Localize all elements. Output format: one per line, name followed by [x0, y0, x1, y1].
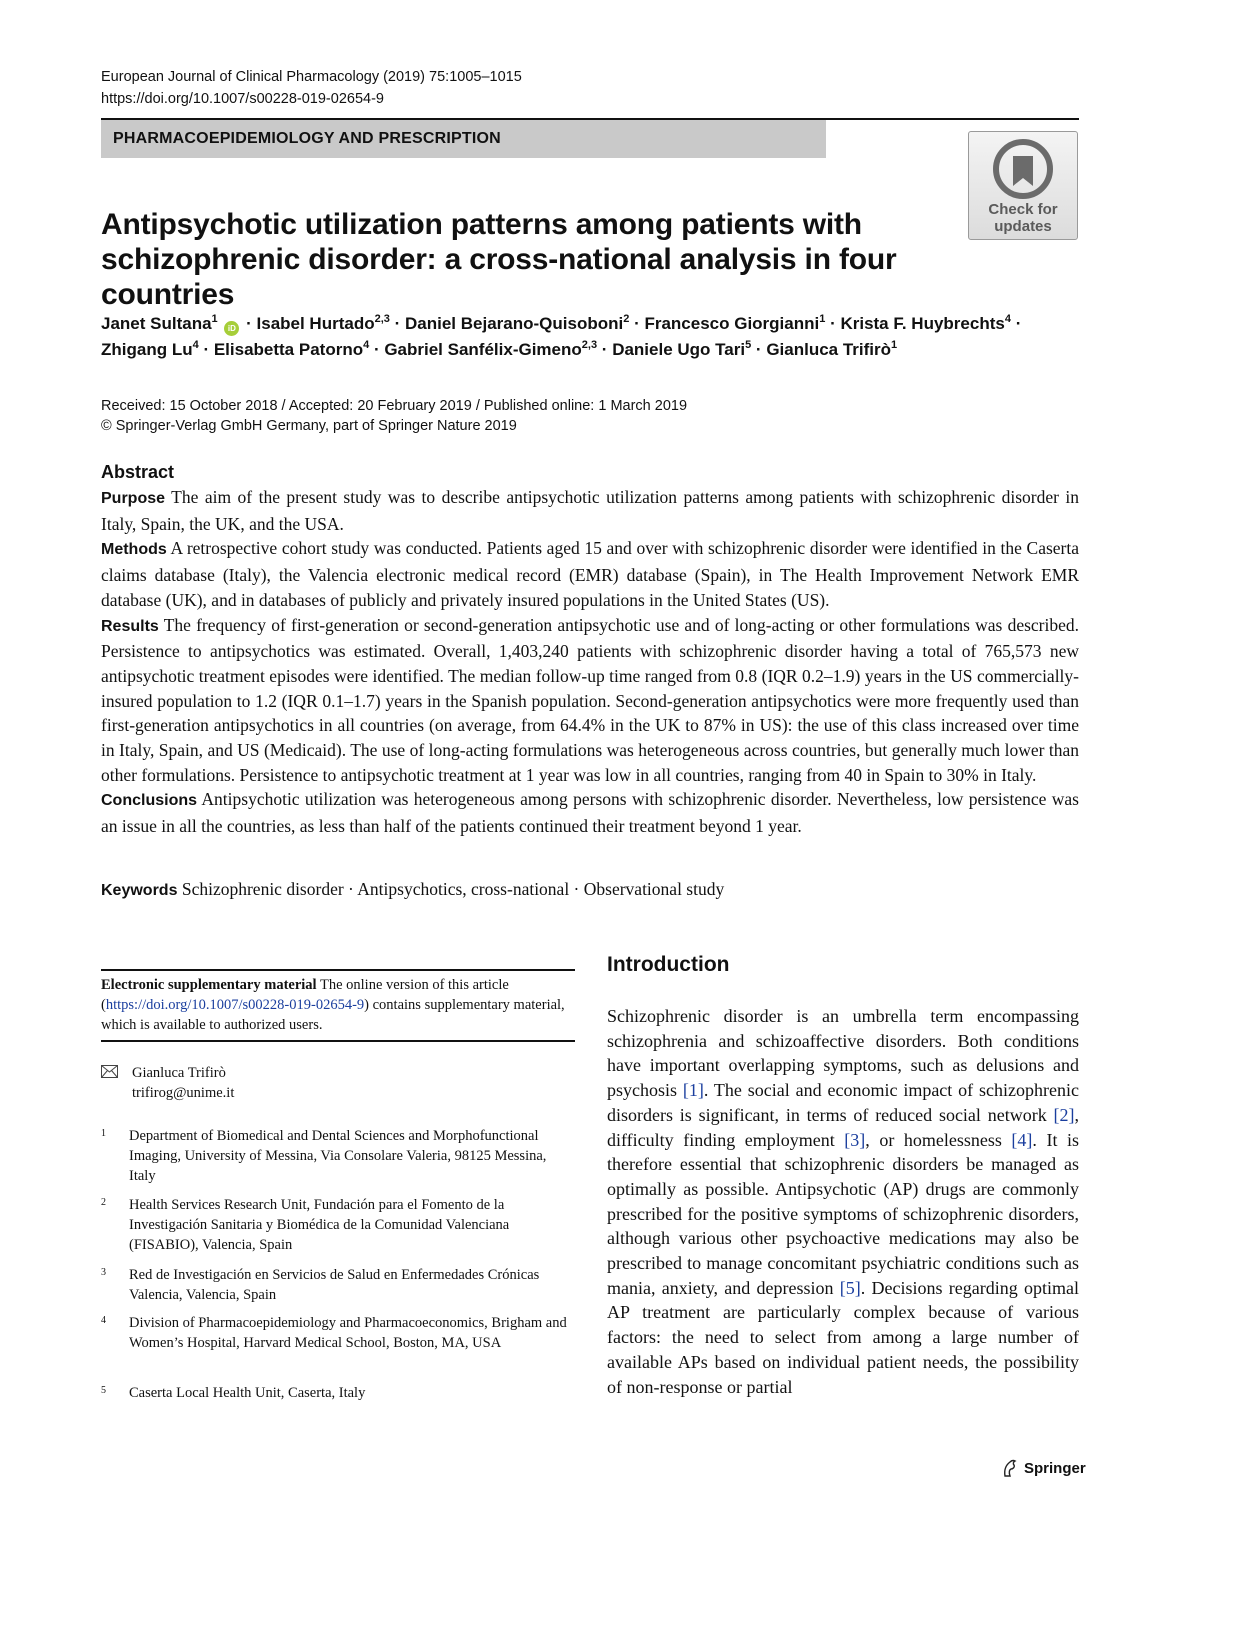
- author-affiliation: 2,3: [374, 313, 390, 325]
- author-affiliation: 5: [745, 339, 752, 351]
- affiliation-number: 1: [101, 1128, 106, 1139]
- affiliation-4: [101, 1313, 575, 1353]
- correspondence-email[interactable]: trifirog@unime.it: [132, 1085, 235, 1101]
- correspondence-name: Gianluca Trifirò: [132, 1065, 226, 1081]
- article-title: Antipsychotic utilization patterns among patients with schizophrenic disorder: a cross-national analysis in four countries: [101, 208, 897, 311]
- affiliation-number: 5: [101, 1385, 106, 1396]
- author-affiliation: 4: [1004, 313, 1011, 325]
- author-name[interactable]: Janet Sultana: [101, 314, 212, 333]
- intro-segment: . It is therefore essential that schizophrenic disorders be managed as optimally as possible. Antipsychotic (AP) drugs are commonly prescribed for the positive symptoms of schizophrenic disorders, although various other psychoactive medications may also be prescribed to manage concomitant psychiatric conditions such as mania, anxiety, and depression: [607, 1129, 1079, 1298]
- abstract-purpose: [101, 485, 1079, 536]
- affiliation-1: [101, 1126, 575, 1186]
- author-name[interactable]: Elisabetta Patorno: [213, 340, 364, 359]
- citation-link[interactable]: [4]: [1011, 1129, 1033, 1150]
- results-label: Results: [101, 617, 159, 635]
- affiliation-5: [101, 1383, 575, 1403]
- methods-label: Methods: [101, 541, 167, 559]
- affiliation-text: Red de Investigación en Servicios de Salud en Enfermedades Crónicas Valencia, Valencia, Spain: [129, 1267, 540, 1303]
- author-affiliation: 4: [363, 339, 370, 351]
- keywords: [101, 877, 1079, 903]
- esm-text-after: ) contains supplementary material, which is available to authorized users.: [101, 997, 565, 1033]
- affiliation-2: [101, 1195, 575, 1255]
- author-name[interactable]: Daniele Ugo Tari: [612, 340, 746, 359]
- esm-label: Electronic supplementary material: [101, 977, 317, 993]
- abstract-results: [101, 613, 1079, 788]
- intro-segment: . Decisions regarding optimal AP treatment are particularly complex because of various factors: the need to select from among a large number of available APs based on individual patient needs, the possibility of non-response or partial: [607, 1277, 1080, 1397]
- orcid-icon[interactable]: iD: [224, 321, 239, 336]
- affiliation-text: Caserta Local Health Unit, Caserta, Italy: [129, 1385, 366, 1401]
- affiliation-number: 2: [101, 1197, 106, 1208]
- copyright-line: © Springer-Verlag GmbH Germany, part of Springer Nature 2019: [101, 418, 517, 434]
- purpose-text: The aim of the present study was to describe antipsychotic utilization patterns among patients with schizophrenic disorder in Italy, Spain, the UK, and the USA.: [101, 487, 1080, 534]
- affiliation-number: 4: [101, 1315, 106, 1326]
- abstract-heading: Abstract: [101, 462, 175, 482]
- author-name[interactable]: Gianluca Trifirò: [766, 340, 892, 359]
- affiliation-text: Health Services Research Unit, Fundación para el Fomento de la Investigación Sanitaria y Biomédica de la Comunidad Valenciana (FISABIO), Valencia, Spain: [129, 1197, 510, 1253]
- author-name[interactable]: Isabel Hurtado: [256, 314, 375, 333]
- esm-link[interactable]: https://doi.org/10.1007/s00228-019-02654-9: [105, 997, 365, 1013]
- correspondence: [101, 1063, 575, 1103]
- purpose-label: Purpose: [101, 490, 166, 507]
- author-name[interactable]: Daniel Bejarano-Quisoboni: [405, 314, 624, 333]
- affiliation-number: 3: [101, 1267, 106, 1278]
- intro-segment: , difficulty finding employment: [607, 1104, 1079, 1150]
- abstract-methods: [101, 536, 1079, 612]
- introduction-text: [607, 1004, 1079, 1399]
- author-name[interactable]: Krista F. Huybrechts: [840, 314, 1005, 333]
- citation-link[interactable]: [5]: [839, 1277, 861, 1298]
- dates-line: Received: 15 October 2018 / Accepted: 20 February 2019 / Published online: 1 March 2019: [101, 398, 688, 414]
- intro-segment: Schizophrenic disorder is an umbrella term encompassing schizophrenia and schizoaffective disorders. Both conditions have important overlapping symptoms, such as delusions and psychosis: [607, 1006, 1079, 1101]
- citation-link[interactable]: [3]: [844, 1129, 866, 1150]
- author-affiliation: 1: [891, 339, 898, 351]
- introduction-heading: Introduction: [607, 953, 730, 976]
- springer-horse-icon: [1000, 1458, 1020, 1478]
- publisher-name: Springer: [1024, 1459, 1086, 1477]
- section-label: PHARMACOEPIDEMIOLOGY AND PRESCRIPTION: [101, 120, 826, 158]
- check-for-updates-badge[interactable]: [968, 131, 1078, 240]
- citation-link[interactable]: [1]: [682, 1080, 704, 1101]
- affiliation-text: Department of Biomedical and Dental Sciences and Morphofunctional Imaging, University of Messina, Via Consolare Valeria, 98125 Messina, Italy: [129, 1128, 547, 1184]
- author-affiliation: 1: [211, 313, 218, 325]
- check-updates-line2: updates: [994, 218, 1052, 235]
- affiliation-3: [101, 1265, 575, 1305]
- abstract: [101, 485, 1079, 839]
- keywords-label: Keywords: [101, 882, 178, 899]
- esm-rule-bottom: [101, 1040, 575, 1042]
- abstract-conclusions: [101, 787, 1079, 838]
- results-text: The frequency of first-generation or second-generation antipsychotic use and of long-acting or other formulations was described. Persistence to antipsychotics was estimated. Overall, 1,403,240 patients with schizophrenic disorder having a total of 765,573 new antipsychotic treatment episodes were identified. The median follow-up time ranged from 0.8 (IQR 0.2–1.9) years in the US commercially-insured population to 1.2 (IQR 0.1–1.7) years in the Spanish population. Second-generation antipsychotics were more frequently used than first-generation antipsychotics in all countries (on average, from 64.4% in the UK to 87% in US): the use of this class increased over time in Italy, Spain, and US (Medicaid). The use of long-acting formulations was heterogeneous across countries, but generally much lower than other formulations. Persistence to antipsychotic treatment at 1 year was low in all countries, ranging from 40 in Spain to 30% in Italy.: [101, 614, 1079, 785]
- journal-line: European Journal of Clinical Pharmacology (2019) 75:1005–1015: [101, 69, 522, 85]
- esm-text-before: The online version of this article (: [101, 977, 509, 1013]
- author-name[interactable]: Gabriel Sanfélix-Gimeno: [384, 340, 582, 359]
- author-list: Janet Sultana$^1$ iD · Isabel Hurtado$^{2,3}$ · Daniel Bejarano-Quisoboni$^2$ · Francesco Giorgianni$^1$ · Krista F. Huybrechts$^4$ · Zhigang $Lu^4$ · Elisabetta Patorno$^4$ · Gabriel Sanfélix-Gimeno$^{2,3}$ · Daniele Ugo Tari$^5$ · Gianluca Trifirò$^1$: [101, 313, 1022, 359]
- envelope-icon: [101, 1065, 118, 1078]
- electronic-supplementary-material: [101, 975, 575, 1035]
- citation-link[interactable]: [2]: [1053, 1104, 1075, 1125]
- author-affiliation: 4: [192, 339, 199, 351]
- intro-segment: , or homelessness: [865, 1129, 1012, 1150]
- affiliation-text: Division of Pharmacoepidemiology and Pharmacoeconomics, Brigham and Women’s Hospital, Harvard Medical School, Boston, MA, USA: [129, 1315, 567, 1351]
- esm-rule-top: [101, 969, 575, 971]
- springer-logo: [1000, 1458, 1086, 1478]
- publication-dates: [101, 396, 687, 436]
- journal-citation: [101, 66, 522, 110]
- author-name[interactable]: Francesco Giorgianni: [644, 314, 820, 333]
- intro-segment: . The social and economic impact of schizophrenic disorders is significant, in terms of reduced social network: [607, 1080, 1079, 1125]
- conclusions-label: Conclusions: [101, 792, 198, 810]
- conclusions-text: Antipsychotic utilization was heterogeneous among persons with schizophrenic disorder. Nevertheless, low persistence was an issue in all the countries, as less than half of the patients continued their treatment beyond 1 year.: [101, 789, 1079, 837]
- author-affiliation: 2,3: [581, 339, 598, 351]
- author-affiliation: 2: [623, 313, 630, 325]
- check-updates-line1: Check for: [988, 201, 1058, 218]
- keywords-text: Schizophrenic disorder · Antipsychotics, cross-national · Observational study: [181, 879, 725, 899]
- methods-text: A retrospective cohort study was conducted. Patients aged 15 and over with schizophrenic disorder were identified in the Caserta claims database (Italy), the Valencia electronic medical record (EMR) database (Spain), in The Health Improvement Network EMR database (UK), and in databases of publicly and privately insured populations in the United States (US).: [101, 538, 1079, 610]
- bookmark-icon: [990, 138, 1056, 200]
- author-affiliation: 1: [819, 313, 826, 325]
- doi-line[interactable]: https://doi.org/10.1007/s00228-019-02654-9: [101, 91, 384, 107]
- author-name[interactable]: Zhigang Lu: [101, 340, 193, 359]
